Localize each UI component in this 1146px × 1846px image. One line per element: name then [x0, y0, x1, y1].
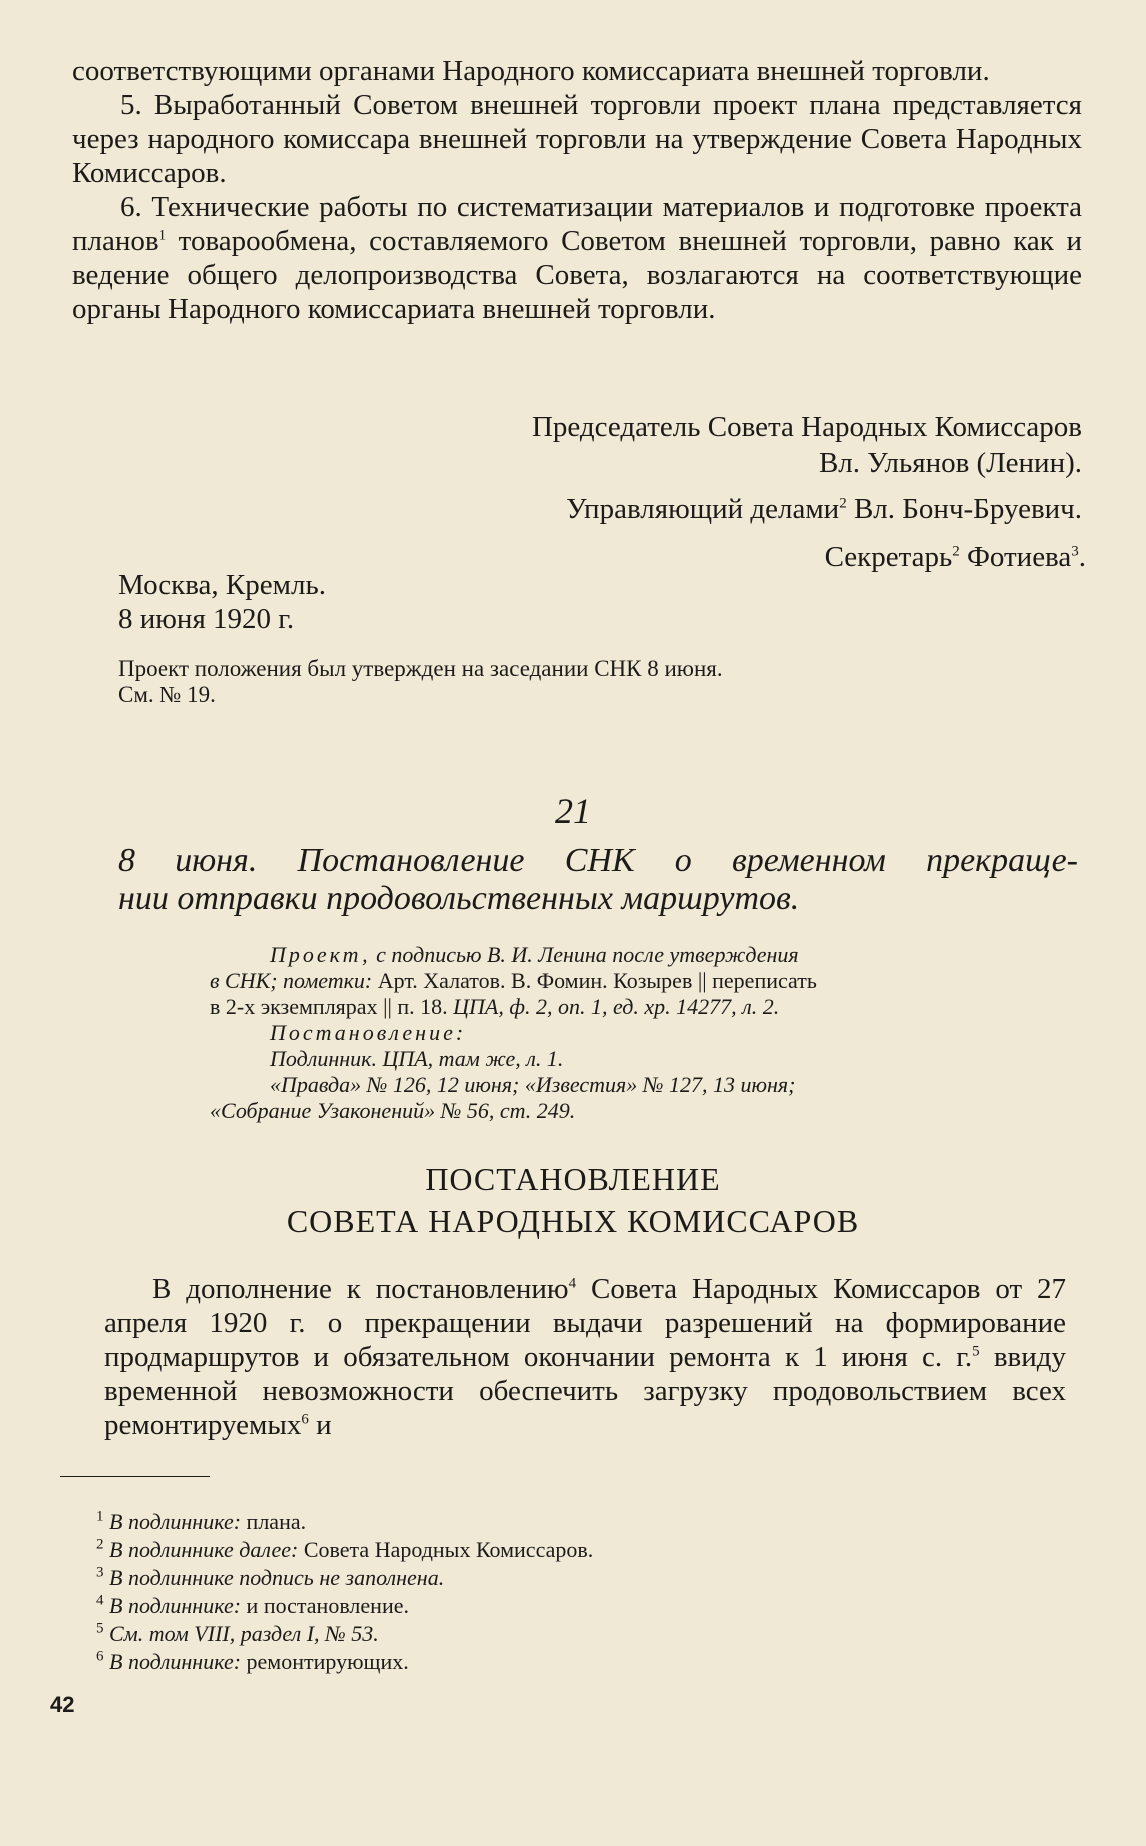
provenance-line-4: Постановление: — [270, 1020, 467, 1045]
footnote-ref-3: 3 — [1071, 543, 1079, 560]
footnote-ref-6: 6 — [301, 1411, 309, 1428]
page-number: 42 — [50, 1692, 75, 1717]
place: Москва, Кремль. — [118, 569, 326, 601]
secretary-end: . — [1078, 541, 1086, 573]
provenance-line-3: в 2-х экземплярах || п. 18. ЦПА, ф. 2, оп. 1, ед. хр. 14277, л. 2. — [210, 994, 780, 1019]
decree-title-line2: СОВЕТА НАРОДНЫХ КОМИССАРОВ — [286, 1203, 860, 1239]
heading-line-2: нии отправки продовольственных маршрутов. — [118, 880, 800, 917]
footnote-3: $^3$ В подлиннике подпись не заполнена. — [96, 1564, 445, 1590]
footnote-5: $^5$ См. том VIII, раздел I, № 53. — [96, 1620, 379, 1646]
footnote-ref-5: 5 — [972, 1343, 980, 1360]
footnote-ref-2: 2 — [839, 495, 847, 512]
footnote-ref-1: 1 — [158, 227, 167, 244]
item-6-part-b: товарообмена, составляемого Советом внешней торговли, равно как и ведение общего делопроизводства Совета, возлагаются на соответствующие органы Народного комиссариата внешней торговли. — [72, 225, 1082, 325]
footnote-ref-2b: 2 — [952, 543, 960, 560]
footnotes — [96, 1508, 996, 1676]
editorial-note — [118, 656, 988, 708]
signature-manager — [566, 492, 1082, 526]
paragraph-item-6 — [72, 190, 1082, 326]
provenance-line-5: Подлинник. ЦПА, там же, л. 1. — [270, 1046, 564, 1071]
signature-chair-title: Председатель Совета Народных Комиссаров — [531, 411, 1082, 443]
footnote-ref-4: 4 — [568, 1275, 577, 1292]
editorial-note-line1: Проект положения был утвержден на заседании СНК 8 июня. — [118, 656, 723, 681]
paragraph-continuation: соответствующими органами Народного комиссариата внешней торговли. — [72, 55, 990, 87]
paragraph-item-5: 5. Выработанный Советом внешней торговли проект плана представляется через народного комиссара внешней торговли на утверждение Совета Народных Комиссаров. — [72, 89, 1082, 189]
footnote-4: $^4$ В подлиннике: и постановление. — [96, 1592, 409, 1618]
decree-paragraph: В дополнение к постановлению$^4$ Совета Народных Комиссаров от 27 апреля 1920 г. о прекращении выдачи разрешений на формирование продмаршрутов и обязательном окончании ремонта к 1 июня с. г.$^5$ ввиду временной невозможности обеспечить загрузку продовольствием всех ремонтируемых$^6$ и — [104, 1273, 1066, 1441]
top-text-block — [72, 54, 1082, 326]
place-date — [118, 568, 326, 636]
item-6-part-a: 6. Технические работы по систематизации материалов и подготовке проекта планов — [72, 191, 1082, 257]
signature-secretary — [825, 540, 1086, 574]
decree-title — [0, 1158, 1146, 1242]
footnote-2: $^2$ В подлиннике далее: Совета Народных Комиссаров. — [96, 1536, 594, 1562]
date: 8 июня 1920 г. — [118, 603, 295, 635]
provenance-note — [210, 942, 1075, 1124]
provenance-line-2: в СНК; пометки: Арт. Халатов. В. Фомин. Козырев || переписать — [210, 968, 817, 993]
secretary-name: Фотиева — [959, 541, 1072, 573]
provenance-line-7: «Собрание Узаконений» № 56, ст. 249. — [210, 1098, 576, 1123]
signature-chair-name: Вл. Ульянов (Ленин). — [818, 447, 1082, 479]
decree-title-line1: ПОСТАНОВЛЕНИЕ — [425, 1161, 721, 1197]
document-number: 21 — [555, 791, 591, 831]
provenance-line-6: «Правда» № 126, 12 июня; «Известия» № 127, 13 июня; — [270, 1072, 796, 1097]
provenance-line-1: Проект, с подписью В. И. Ленина после утверждения — [270, 942, 799, 967]
manager-name: Вл. Бонч-Бруевич. — [846, 493, 1082, 525]
secretary-title: Секретарь — [824, 541, 953, 573]
manager-title: Управляющий делами — [566, 493, 840, 525]
footnote-divider — [60, 1476, 210, 1477]
document-heading — [118, 842, 1078, 918]
decree-body — [104, 1272, 1066, 1442]
editorial-note-line2: См. № 19. — [118, 682, 216, 707]
heading-line-1: 8 июня. Постановление СНК о временном прекраще- — [118, 842, 1078, 879]
footnote-6: $^6$ В подлиннике: ремонтирующих. — [96, 1648, 409, 1674]
footnote-1: $^1$ В подлиннике: плана. — [96, 1508, 307, 1534]
